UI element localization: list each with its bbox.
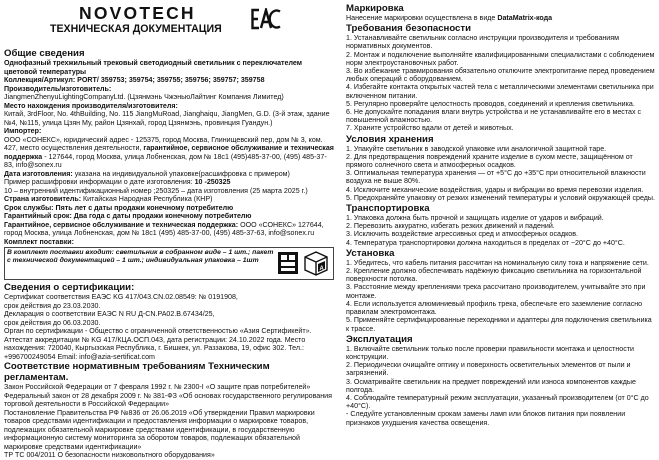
kit-note-box [4,247,334,280]
safety-item: 7. Храните устройство вдали от детей и животных. [346,124,514,133]
service-line: Гарантийное, сервисное обслуживание и техническая поддержка: ООО «СОНЕКС» 127644, город Москва, улица Лобненская, дом № 18с1 (495) 485-37-00, (495) 485-37-63, info@sonex.ru [4,220,324,237]
marking-title: Маркировка [346,3,404,14]
install-item: 2. Крепление должно обеспечивать надёжную фиксацию светильника на горизонтальной поверхности потолка. [346,267,642,284]
general-title: Общие сведения [4,48,85,59]
address-label: Место нахождения производителя/изготовителя: [4,101,178,110]
storage-item: 5. Предохраняйте упаковку от резких изменений температуры и условий окружающей среды. [346,193,655,202]
address-value: Китай, 3rdFloor, No. 4thBuilding, No. 115 JiangMuRoad, Jianghaiqu, JiangMen, G.D. (3-й этаж, здание №4, №115, улица Цзян Му, район Цзянхай, город Цзянмэнь, провинция Гуандун.) [4,110,330,127]
service-life: Срок службы: Пять лет с даты продажи конечному потребителю [4,203,234,212]
marking-text: Нанесение маркировки осуществлена в виде DataMatrix-кода [346,14,553,22]
manufacturer-value: JiangmenZhenyuLightingCompanyLtd. (Цзянмэнь ЧжэньюЛайтинг Компания Лимитед) [4,93,284,101]
exploit-item: 1. Включайте светильник только после проверки правильности монтажа и целостности конструкции. [346,344,634,361]
kit-note-text: В комплект поставки входит: светильник в собранном виде – 1 шт.; пакет с технической документацией – 1 шт.; индивидуальная упаковка – 1шт [7,249,274,264]
header [4,0,334,48]
cert-line-5: Орган по сертификации - Общество с ограниченной ответственностью «Азия Сертификейт». [4,327,312,335]
storage-item: 2. Для предотвращения повреждений храните изделие в сухом месте, защищённом от прямого солнечного света и атмосферных осадков. [346,152,633,170]
install-item: 5. Применяйте сертифицированные переходники и адаптеры для подключения светильника к трассе. [346,316,652,333]
warranty-line: Гарантийный срок: Два года с даты продажи конечному потребителю [4,212,252,220]
exploit-item: 2. Периодически очищайте оптику и поверхность осветительных элементов от пыли и загрязнений. [346,361,631,378]
manufacturer-label: Производитель/изготовитель: [4,84,112,93]
eac-icon [251,8,281,30]
collection-line: Коллекция/Артикул: PORT/ 359753; 359754; 359755; 359756; 359757; 359758 [4,76,265,84]
regulation-1: Закон Российской Федерации от 7 февраля 1992 г. № 2300-I «О защите прав потребителей» [4,383,311,391]
pallet-icon [277,251,299,275]
cert-title: Сведения о сертификации: [4,282,135,293]
kit-label: Комплект поставки: [4,237,74,246]
regulation-3: Постановление Правительства РФ №836 от 26.06.2019 «Об утверждении Правил маркировки товаров средствами идентификации и предоставления информации о маркировке товаров, подлежащих обязательной маркировке средствами идентификации, в государственную информационную систему мониторинга за оборотом товаров, подлежащих обязательной маркировке средствами идентификации» [4,408,315,451]
transport-item: 3. Исключить воздействие агрессивных сред и атмосферных осадков. [346,230,578,239]
brand-logo: NOVOTECH [79,3,196,23]
country-line: Страна изготовитель: Китайская Народная Республика (КНР) [4,195,213,203]
storage-item: 3. Оптимальная температура хранения — от +5°С до +35°С при относительной влажности воздуха не выше 80%. [346,169,646,186]
install-item: 1. Убедитесь, что кабель питания рассчитан на номинальную силу тока и напряжение сети. [346,258,649,267]
left-column [4,0,334,460]
cert-line-4: срок действия до 06.03.2030. [4,318,101,327]
importer-label: Импортер: [4,127,42,135]
exploit-item: 4. Соблюдайте температурный режим эксплуатации, указанный производителем (от 0°С до +40°С). [346,393,649,411]
manufacture-date: Дата изготовления: указана на индивидуальной упаковке(расшифровка с примером) [4,169,290,178]
install-title: Установка [346,247,395,259]
transport-item: 2. Перевозить аккуратно, избегать резких движений и падений. [346,222,555,231]
date-decode: Пример расшифровки информации о дате изготовления: 10 -250325 [4,178,231,186]
cert-line-1: Сертификат соответствия ЕАЭС KG 417/043.CN.02.08549: № 0191908, [4,293,238,301]
safety-item: 3. Во избежание травмирования обязательно отключите электропитание перед проведением любых операций с оборудованием. [346,67,655,84]
transport-item: 4. Температура транспортировки должна находиться в пределах от −20°C до +40°C. [346,238,625,247]
importer-value: ООО «СОНЕКС», юридический адрес - 125375, город Москва, Глинищевский пер, дом № 3, ком. 427, место осуществления деятельности, гарантийное, сервисное обслуживание и техническая поддержка - 127644, город Москва, улица Лобненская, дом № 18с1 (495)485-37-00, (495) 485-37-83, info@sonex.ru [4,135,334,169]
regulation-title: Соответствие нормативным требованиям Техническим регламентам. [4,361,270,383]
safety-item: 4. Избегайте контакта открытых частей тела с металлическими элементами светильника при включенном питании. [346,83,654,100]
install-item: 3. Расстояние между креплениями трека рассчитано производителем, учитывайте это при монтаже. [346,283,646,300]
storage-item: 4. Исключите механические воздействия, удары и вибрации во время перевозки изделия. [346,185,644,194]
transport-title: Транспортировка [346,203,430,215]
svg-text:A: A [319,266,324,272]
safety-item: 1. Устанавливайте светильник согласно инструкции производителя и требованиям нормативных документов. [346,34,619,51]
regulation-2: Федеральный закон от 28 декабря 2009 г. № 381-ФЗ «Об основах государственного регулирования торговой деятельности в Российской Федерации» [4,391,332,408]
storage-title: Условия хранения [346,133,434,145]
safety-item: 6. Не допускайте попадания влаги внутрь устройства и не устанавливайте его в местах с повышенной влажностью. [346,108,642,125]
product-description: Однофазный трехжильный трековый светодиодный светильник с переключателем цветовой температуры [4,59,302,76]
storage-item: 1. Упакуйте светильник в заводской упаковке или аналогичной защитной таре. [346,144,607,153]
exploit-item: 3. Осматривайте светильник на предмет повреждений или износа компонентов каждые полгода. [346,377,636,394]
doc-title: ТЕХНИЧЕСКАЯ ДОКУМЕНТАЦИЯ [50,23,222,35]
date-decode-explain: 10 – внутренний идентификационный номер ;250325 – дата изготовления (25 марта 2025 г.) [4,186,308,195]
regulation-4: ТР ТС 004/2011 О безопасности низковольтного оборудования» [4,451,215,459]
exploit-item: - Следуйте установленным срокам замены ламп или блоков питания при появлении признаков ухудшения качества освещения. [346,410,626,427]
transport-item: 1. Упаковка должна быть прочной и защищать изделие от ударов и вибраций. [346,214,604,223]
safety-item: 5. Регулярно проверяйте целостность проводов, соединений и крепления светильника. [346,99,635,108]
package-box-icon [303,250,329,276]
kit-icons [277,249,331,277]
cert-line-2: срок действия до 23.03.2030. [4,301,101,310]
install-item: 4. Если используется алюминиевый профиль трека, обеспечьте его заземление согласно правилам электромонтажа. [346,299,643,317]
safety-title: Требования безопасности [346,23,471,35]
safety-item: 2. Монтаж и подключение выполняйте квалифицированными специалистами с соблюдением норм электроустановочных работ. [346,50,655,67]
cert-line-6: Аттестат аккредитации № KG 417/КЦА.ОСП.043, дата регистрации: 24.10.2022 года. Место нахождения: 720040, Кыргызская Республика, г. Бишкек, ул. Раззакова, 19, офис 302. Тел.: +996700249054 Email: info@azia-sertificat.com [4,335,306,361]
exploit-title: Эксплуатация [346,333,413,345]
right-column [346,2,656,427]
cert-line-3: Декларация о соответствии ЕАЭС N RU Д-CN.PA02.B.67434/25, [4,310,215,318]
